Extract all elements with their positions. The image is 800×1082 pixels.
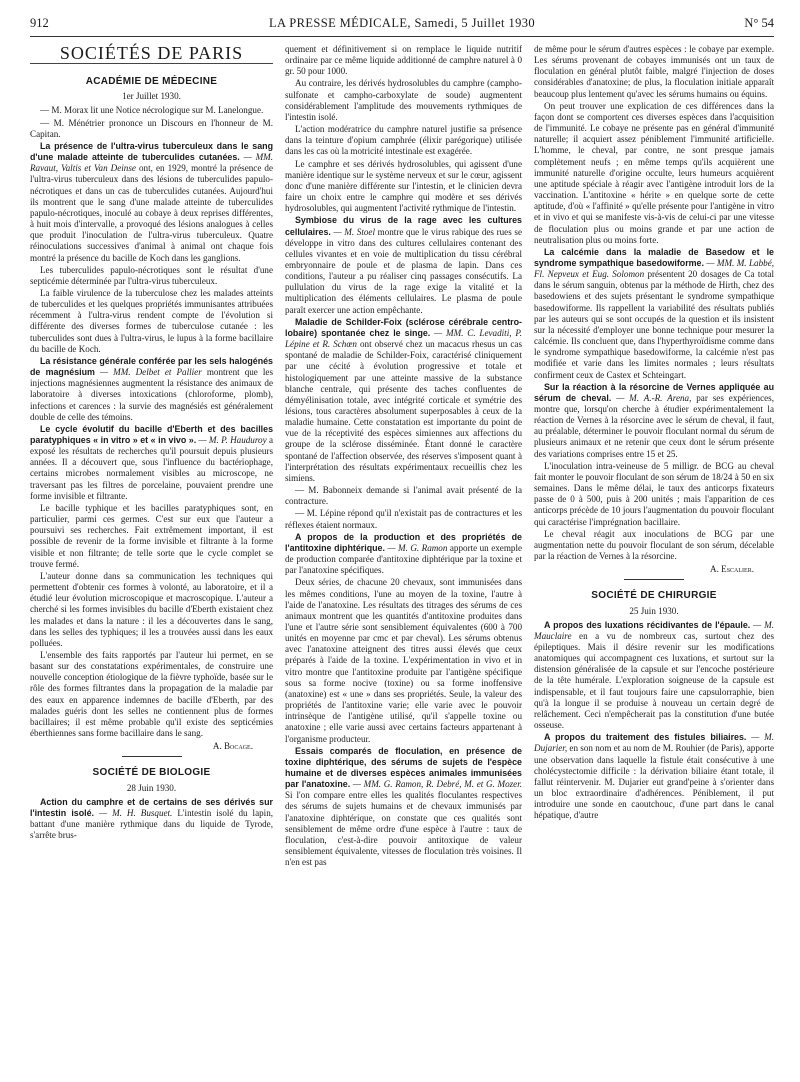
communication-title: A propos de la production et des propriétés de l'antitoxine diphtérique.: [285, 531, 522, 553]
issue-number: N° 54: [744, 16, 774, 30]
communication-text: en a vu de nombreux cas, surtout chez des épileptiques. Mais il désire revenir sur les modifications anatomiques qui accompagnent ces luxations, et surtout sur la distension généralisée de la capsule et sur l'encoche postérieure de la tête humérale. L'exploration soigneuse de la capsule est indispensable, et il faut toujours faire une capsulorraphie, bien qu'à la longue il se produise à nouveau un certain degré de relâchement. Ceci n'empêcherait pas la constitution d'une butée osseuse.: [534, 630, 774, 731]
society-heading-biologie: SOCIÉTÉ DE BIOLOGIE: [92, 767, 211, 779]
paragraph-communication: [285, 532, 522, 577]
section-divider: [624, 579, 684, 580]
communication-title: Symbiose du virus de la rage avec les cultures cellulaires.: [285, 215, 522, 237]
paragraph: Le cheval réagit aux inoculations de BCG par une augmentation nette du pouvoir floculant de son sérum, décelable par la réaction de Vernes à la résorcine.: [534, 528, 774, 562]
paragraph: Le bacille typhique et les bacilles paratyphiques sont, en particulier, parmi ces germes. C'est sur eux que l'auteur a poursuivi ses recherches. Fait extrêmement important, il est possible de revenir de la forme invisible et filtrante à la forme visible et non filtrante; de telle sorte que le cycle complet se trouve fermé.: [30, 502, 273, 569]
report-signature: A. Bocage.: [212, 741, 253, 752]
communication-text: apporte un exemple de production comparée d'antitoxine diphtérique par la toxine et par l'anatoxine spécifiques.: [285, 542, 523, 576]
communication-authors: — MM. G. Ramon, R. Debré, M. et G. Mozer.: [352, 779, 522, 790]
communication-title: Action du camphre et de certains de ses dérivés sur l'intestin isolé.: [30, 796, 273, 818]
paragraph: L'auteur donne dans sa communication les techniques qui permettent d'obtenir ces formes à volonté, au laboratoire, et il a étudié leur évolution microscopique et macroscopique. L'auteur a cherché si les formes invisibles du bacille d'Eberth existaient chez les malades et dans la nature : il les a découvertes dans le sang, dans les selles des typhiques; il les a trouvées aussi dans les eaux polluées.: [30, 570, 273, 648]
communication-title: Le cycle évolutif du bacille d'Eberth et des bacilles paratyphiques « in vitro » et « in vivo ».: [30, 423, 273, 445]
communication-text: L'intestin isolé du lapin, battant d'une manière rythmique dans du liquide de Tyrode, s'arrête brus-: [30, 807, 274, 841]
paragraph: On peut trouver une explication de ces différences dans la façon dont se comportent ces diverses espèces dans l'acquisition de l'immunité. Le cobaye ne présente pas en général d'immunité naturelle; il acquiert assez péniblement l'immunité artificielle. L'homme, le cheval, par contre, ne sont presque jamais complètement neufs ; en même temps qu'ils acquièrent une immunité naturelle d'origine occulte, leurs humeurs acquièrent une aptitude spéciale à réagir avec l'antigène introduit lors de la vaccination. L'antitoxine « hérite » en quelque sorte de cette aptitude, d'où « l'affinité » qu'elle présente pour l'antigène in vitro et in vivo et qui se manifeste vis-à-vis de celui-ci par une vitesse de floculation plus ou moins grande et par une action de neutralisation plus ou moins forte.: [534, 100, 774, 245]
section-divider: [122, 756, 182, 757]
paragraph: Les tuberculides papulo-nécrotiques sont le résultat d'une septicémie déterminée par l'ultra-virus tuberculeux.: [30, 264, 273, 286]
communication-text: en son nom et au nom de M. Rouhier (de Paris), apporte une observation dans laquelle la fistule était consécutive à une cholécystectomie difficile : la dérivation biliaire étant totale, il fallut réintervenir. M. Dujarier eut grand'peine à s'orienter dans un bloc extraordinaire d'adhérences. Péniblement, il put introduire une sonde en caoutchouc, d'une part dans le canal hépatique, d'autre: [534, 743, 775, 821]
paragraph: quement et définitivement si on remplace le liquide nutritif ordinaire par ce même liquide additionné de camphre naturel à 0 gr. 50 pour 1000.: [285, 44, 522, 77]
communication-authors: — M. Dujarier,: [534, 732, 774, 754]
communication-text: par ses expériences, montre que, lorsqu'on cherche à étudier expérimentalement la réaction de Vernes à la résorcine avec le sérum de cheval, il faut, au préalable, déterminer le pouvoir floculant normal du sérum de plusieurs animaux et ne retenir que ceux dont le sérum présente des variations comprises entre 15 et 25.: [534, 392, 774, 459]
paragraph: La faible virulence de la tuberculose chez les malades atteints de tuberculides et les quelques propriétés immunisantes attribuées récemment à l'ultra-virus rendent compte de l'évolution si différente des diverses formes de tuberculose cutanée : les tuberculides sont dues à l'ultra-virus, le lupus à la forme bacillaire du bacille de Koch.: [30, 287, 273, 354]
journal-title: LA PRESSE MÉDICALE, Samedi, 5 Juillet 1930: [268, 16, 536, 30]
society-heading-chirurgie: SOCIÉTÉ DE CHIRURGIE: [591, 590, 717, 602]
column-middle: [285, 44, 522, 868]
communication-title: Sur la réaction à la résorcine de Vernes appliquée au sérum de cheval.: [534, 381, 774, 403]
paragraph: — M. Lépine répond qu'il n'existait pas de contractures et les réflexes étaient normaux.: [285, 508, 522, 530]
communication-title: A propos du traitement des fistules biliaires.: [544, 732, 747, 743]
communication-text: présentent 20 dosages de Ca total dans le sérum sanguin, obtenus par la méthode de Hirth, chez des basedowiens et des sujets présentant le syndrome sympathique basedowiforme. Ils rappellent la variabilité des résultats publiés par les auteurs qui se sont occupés de la question et ils insistent sur la nécessité d'employer une bonne technique pour mesurer la calcémie. Ils concluent que, dans l'hyperthyroïdisme comme dans le syndrome sympathique basedowiforme, la calcémie n'est pas modifiée et varie dans les limites normales ; leurs résultats confirment ceux de Castex et Schteingart.: [534, 269, 774, 380]
communication-title: Essais comparés de floculation, en présence de toxine diphtérique, des sérums de sujets de l'espèce humaine et de diverses espèces animales immunisées par l'anatoxine.: [285, 745, 522, 790]
paragraph: L'inoculation intra-veineuse de 5 milligr. de BCG au cheval fait monter le pouvoir floculant de son sérum de 18/24 à 50 en six semaines. Dans le même délai, le taux des anticorps fixateurs passe de 0 à 500, puis à 200 unités ; mais l'apparition de ces anticorps précède de 10 jours l'augmentation du pouvoir floculant qui caractérise l'imprégnation bacillaire.: [534, 460, 774, 527]
communication-text: a exposé les résultats de recherches qu'il poursuit depuis plusieurs années. Il a découvert que, sous l'influence du bactériophage, certains microbes normalement visibles au microscope, ne traversant pas les filtres de porcelaine, pouvaient prendre une forme invisible et filtrante.: [30, 435, 273, 501]
communication-authors: — MM. Delbet et Pallier: [99, 367, 202, 378]
communication-text: ont, en 1929, montré la présence de l'ultra-virus tuberculeux dans des lésions de tuberculides papulo-nécrotiques et dans un cas de tuberculides cutanées. Aujourd'hui ils montrent que le sang d'une malade atteinte de tuberculides papulo-nécrotiques, inoculé au cobaye à deux reprises différentes, à huit mois d'intervalle, a provoqué des lésions analogues à celles que produit l'inoculation de l'ultra-virus tuberculeux. Quatre réinoculations successives d'animal à animal ont chaque fois montré la présence du bacille de Koch dans les ganglions.: [30, 163, 273, 263]
paragraph: — M. Ménétrier prononce un Discours en l'honneur de M. Capitan.: [30, 117, 273, 139]
communication-title: Maladie de Schilder-Foix (sclérose cérébrale centro-lobaire) spontanée chez le singe.: [285, 316, 522, 338]
communication-authors: — MM. M. Labbé, Fl. Nepveux et Eug. Solomon: [534, 257, 774, 280]
communication-authors: — MM. C. Levaditi, P. Lépine et R. Schœn: [285, 327, 522, 350]
paragraph: Le camphre et ses dérivés hydrosolubles, qui agissent d'une manière identique sur le système nerveux et sur le cœur, agissent donc d'une manière différente sur l'intestin, et le clinicien devra faire un choix entre le camphre qui modère et ses dérivés hydrosolubles, qui augmentent l'activité rythmique de l'intestin.: [285, 158, 522, 214]
communication-text: Si l'on compare entre elles les qualités floculantes respectives des sérums de sujets humains et de chevaux immunisés par l'anatoxine diphtérique, on constate que ces qualités sont sensiblement de même ordre d'une espèce à l'autre : taux de floculation, c'est-à-dire pouvoir antitoxique de valeur sensiblement équivalente, vitesses de floculation très voisines. Il n'en est pas: [285, 790, 522, 868]
paragraph: Deux séries, de chacune 20 chevaux, sont immunisées dans les mêmes conditions, l'une au moyen de la toxine, l'autre à l'aide de l'anatoxine. Les résultats des titrages des sérums de ces animaux montrent que les quantités d'antitoxine produites dans l'une et l'autre série sont sensiblement équivalentes (600 à 700 unités en moyenne par cmc et par cheval). Les sérums obtenus avec l'anatoxine atteignent des titres aussi élevés que ceux préparés à l'aide de la toxine. L'expérimentation in vivo et in vitro montre que l'antitoxine produite par l'antigène spécifique sous sa forme nocive (toxine) ou sa forme inoffensive (anatoxine) est « une » dans ses propriétés. Seule, la valeur des propriétés de l'antitoxine varie; elle varie avec le pouvoir intrinsèque de l'antigène utilisé, qu'il s'appelle toxine ou anatoxine ; elle varie aussi avec certains facteurs appartenant à l'organisme producteur.: [285, 577, 522, 744]
running-header: [30, 14, 774, 37]
paragraph: L'ensemble des faits rapportés par l'auteur lui permet, en se basant sur des constatations expérimentales, de construire une nouvelle conception étiologique de la fièvre typhoïde, basée sur le rôle des formes filtrantes dans la propagation de la maladie par des eaux en apparence indemnes de bacille d'Eberth, par des malades guéris dont les selles ne contiennent plus de formes bacillaires; il est même probable qu'il existe des septicémies éberthiennes sans forme bacillaire dans le sang.: [30, 649, 273, 739]
communication-authors: — M. Mauclaire: [534, 619, 775, 641]
column-left: [30, 44, 273, 841]
communication-text: montrent que les injections magnésiennes augmentent la résistance des animaux de laboratoire à diverses intoxications (chloroforme, plomb), infections et carences : la survie des magnésiés est généralement double de celle des témoins.: [30, 367, 273, 422]
paragraph-communication: [285, 215, 522, 315]
paragraph-communication: [534, 382, 774, 460]
communication-title: La présence de l'ultra-virus tuberculeux dans le sang d'une malade atteinte de tuberculides cutanées.: [30, 140, 273, 163]
paragraph: de même pour le sérum d'autres espèces : le cobaye par exemple. Les sérums provenant de cobayes immunisés ont un taux de floculation en général plutôt faible, malgré l'injection de doses considérables d'anatoxine; de plus, la floculation initiale apparaît beaucoup plus lentement qu'avec les sérums humains ou équins.: [534, 44, 774, 99]
communication-text: montre que le virus rabique des rues se développe in vitro dans des cultures cellulaires contenant des cellules vivantes et en voie de multiplication du tissu cérébral embryonnaire de poule et de plasma de lapin. Dans ces conditions, l'auteur a pu réaliser cinq passages consécutifs. La pullulation du virus de la rage exige la vitalité et la multiplication des éléments cellulaires. Le plasma de poule paraît exercer une action empêchante.: [285, 226, 522, 315]
paragraph-communication: [285, 746, 522, 869]
session-date: 28 Juin 1930.: [126, 782, 177, 793]
paragraph-communication: [30, 356, 273, 423]
paragraph: — M. Babonneix demande si l'animal avait présenté de la contracture.: [285, 485, 522, 507]
column-right: [534, 44, 774, 821]
section-main-title: SOCIÉTÉS DE PARIS: [30, 48, 273, 64]
paragraph-communication: [30, 141, 273, 264]
report-signature: A. Escalier.: [710, 564, 754, 575]
communication-authors: — M. P. Hauduroy: [198, 435, 267, 445]
communication-authors: — MM. Ravaut, Valtis et Van Deinse: [30, 152, 273, 174]
communication-authors: — M. A.-R. Arena,: [616, 392, 692, 403]
session-date: 1er Juillet 1930.: [122, 91, 181, 102]
paragraph-communication: [30, 424, 273, 502]
communication-title: La résistance générale conférée par les sels halogénés de magnésium: [30, 355, 273, 378]
paragraph-communication: [285, 317, 522, 484]
paragraph-communication: [534, 247, 774, 381]
session-date: 25 Juin 1930.: [629, 605, 679, 616]
paragraph: Au contraire, les dérivés hydrosolubles du camphre (campho-sulfonate et campho-carboxylate de soude) augmentent considérablement l'amplitude des mouvements rythmiques de l'intestin isolé.: [285, 78, 522, 122]
paragraph-communication: [30, 797, 273, 842]
communication-title: A propos des luxations récidivantes de l'épaule.: [544, 619, 751, 630]
paragraph-communication: [534, 732, 774, 821]
communication-authors: — M. H. Busquet.: [99, 807, 173, 818]
paragraph: — M. Morax lit une Notice nécrologique sur M. Lanelongue.: [40, 105, 264, 116]
communication-authors: — M. Stoel: [333, 226, 375, 237]
society-heading-academie: ACADÉMIE DE MÉDECINE: [85, 76, 218, 88]
communication-title: La calcémie dans la maladie de Basedow et le syndrome sympathique basedowiforme.: [534, 246, 774, 268]
paragraph: L'action modératrice du camphre naturel justifie sa présence dans la teinture d'opium camphrée (élixir parégorique) utilisée dans les cas où la motricité intestinale est exagérée.: [285, 124, 522, 157]
communication-text: ont observé chez un macacus rhesus un cas spontané de maladie de Schilder-Foix, caractérisé cliniquement par une cécité à évolution progressive et totale et histologiquement par une atteinte massive de la substance blanche centrale, qui présente des taches confluentes de démyélinisation totale, avec intégrité corticale et symétrie des lésions, tous caractères absolument superposables à ceux de la maladie humaine. Cette constatation est importante du point de vue de la réceptivité des espèces simiennes aux affections du groupe de la sclérose disséminée. Étant donné le caractère spontané de l'affection observée, des réserves s'imposent quant à l'interprétation des résultats expérimentaux recueillis chez les simiens.: [285, 339, 522, 483]
page-number: 912: [30, 16, 49, 30]
communication-authors: — M. G. Ramon: [387, 542, 448, 553]
paragraph-communication: [534, 620, 774, 732]
